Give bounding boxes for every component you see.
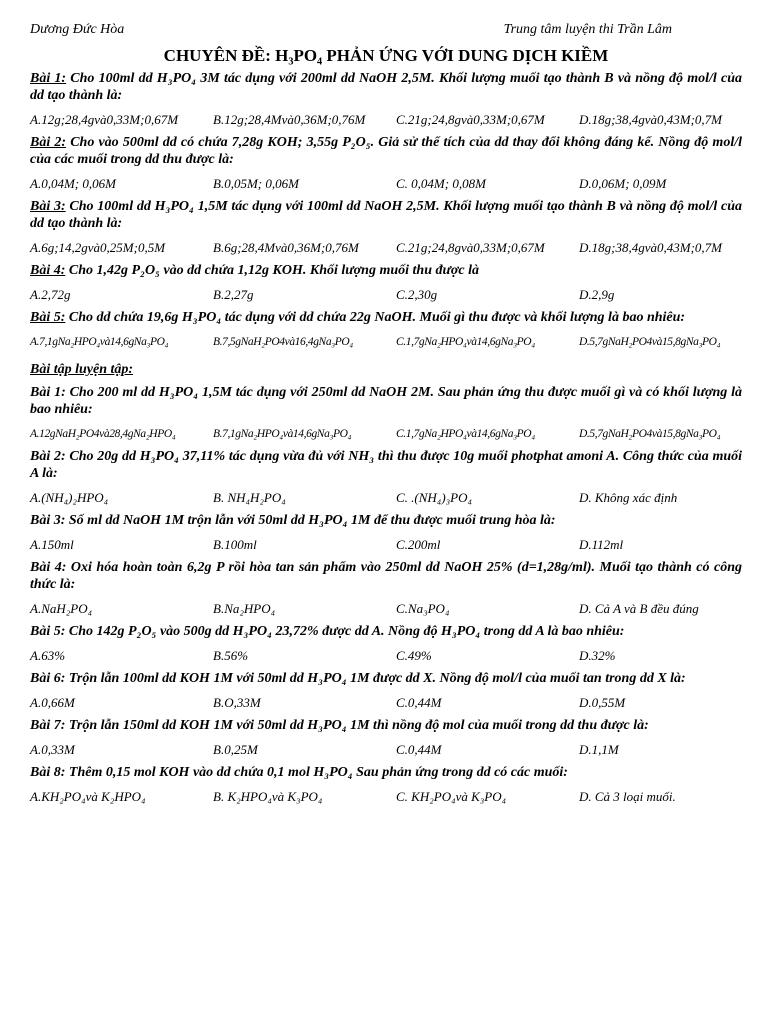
answer-options xyxy=(30,601,742,617)
answer-option-a: A.6g;14,2gvà0,25M;0,5M xyxy=(30,240,166,255)
answer-option-b: B.O,33M xyxy=(213,695,261,710)
problem-text: Cho 142g P₂O₅ vào 500g dd H₃PO₄ 23,72% được dd A. Nồng độ H₃PO₄ trong dd A là bao nhiêu: xyxy=(65,624,625,639)
answer-option-a: A.12gNaH₂PO4và28,4gNa₂HPO₄ xyxy=(30,428,176,440)
practice-list xyxy=(30,384,742,805)
answer-option-a: A.KH₂PO₄và K₂HPO₄ xyxy=(30,789,146,804)
answer-option-a: A.0,66M xyxy=(30,695,75,710)
answer-options xyxy=(30,490,742,506)
answer-option-d: D. Cả 3 loại muối. xyxy=(579,789,676,804)
page-header xyxy=(30,22,742,42)
problem-text: Cho 100ml dd H₃PO₄ 3M tác dụng với 200ml dd NaOH 2,5M. Khối lượng muối tạo thành B và nồng độ mol/l của dd tạo thành là: xyxy=(30,71,742,103)
problem-text: Cho 100ml dd H₃PO₄ 1,5M tác dụng với 100ml dd NaOH 2,5M. Khối lượng muối tạo thành B và nồng độ mol/l của dd tạo thành là: xyxy=(30,199,742,231)
answer-option-b: B.56% xyxy=(213,648,249,663)
answer-options xyxy=(30,176,742,192)
answer-option-c: C.0,44M xyxy=(396,742,442,757)
problem-label: Bài 5: xyxy=(30,624,66,639)
answer-option-b: B. NH₄H₂PO₄ xyxy=(213,490,286,505)
problem-question xyxy=(30,670,742,687)
answer-option-a: A.150ml xyxy=(30,537,74,552)
answer-option-c: C.49% xyxy=(396,648,432,663)
answer-option-d: D.5,7gNaH₂PO4và15,8gNa₃PO₄ xyxy=(579,428,721,440)
answer-option-b: B.12g;28,4Mvà0,36M;0,76M xyxy=(213,112,366,127)
answer-option-a: A.63% xyxy=(30,648,66,663)
answer-option-d: D.0,06M; 0,09M xyxy=(579,176,667,191)
problem-label: Bài 8: xyxy=(30,765,66,780)
answer-options xyxy=(30,789,742,805)
answer-option-c: C.0,44M xyxy=(396,695,442,710)
answer-option-b: B. K₂HPO₄và K₃PO₄ xyxy=(213,789,323,804)
problem-text: Cho dd chứa 19,6g H₃PO₄ tác dụng với dd chứa 22g NaOH. Muối gì thu được và khối lượng là bao nhiêu: xyxy=(65,310,686,325)
problem-label: Bài 7: xyxy=(30,718,66,733)
answer-option-d: D.5,7gNaH₂PO4và15,8gNa₃PO₄ xyxy=(579,336,721,348)
answer-options xyxy=(30,287,742,303)
answer-options xyxy=(30,537,742,553)
problem-question xyxy=(30,448,742,482)
problem-text: Số ml dd NaOH 1M trộn lẫn với 50ml dd H₃PO₄ 1M để thu được muối trung hòa là: xyxy=(65,513,556,528)
answer-options xyxy=(30,648,742,664)
problem-text: Oxi hóa hoàn toàn 6,2g P rồi hòa tan sản phẩm vào 250ml dd NaOH 25% (d=1,28g/ml). Muối tạo thành có công thức là: xyxy=(30,560,742,592)
answer-option-b: B.100ml xyxy=(213,537,257,552)
problem-question xyxy=(30,623,742,640)
answer-option-d: D.18g;38,4gvà0,43M;0,7M xyxy=(579,112,722,127)
answer-option-a: A.2,72g xyxy=(30,287,71,302)
answer-option-b: B.6g;28,4Mvà0,36M;0,76M xyxy=(213,240,359,255)
problem-text: Cho vào 500ml dd có chứa 7,28g KOH; 3,55g P₂O₅. Giả sử thể tích của dd thay đổi không đáng kể. Nồng độ mol/l của các muối trong dd thu được là: xyxy=(30,135,742,167)
answer-options xyxy=(30,742,742,758)
answer-option-c: C. 0,04M; 0,08M xyxy=(396,176,486,191)
problem-question xyxy=(30,512,742,529)
problem-question xyxy=(30,559,742,593)
answer-option-d: D.18g;38,4gvà0,43M;0,7M xyxy=(579,240,722,255)
answer-options xyxy=(30,426,742,442)
answer-option-b: B.2,27g xyxy=(213,287,254,302)
answer-option-b: B.0,25M xyxy=(213,742,258,757)
answer-option-a: A.0,04M; 0,06M xyxy=(30,176,116,191)
answer-options xyxy=(30,334,742,350)
problem-label: Bài 1: xyxy=(30,71,67,86)
problem-label: Bài 3: xyxy=(30,199,66,214)
answer-option-a: A.12g;28,4gvà0,33M;0,67M xyxy=(30,112,179,127)
answer-option-b: B.0,05M; 0,06M xyxy=(213,176,299,191)
problem-list xyxy=(30,70,742,350)
answer-option-d: D.1,1M xyxy=(579,742,619,757)
answer-option-a: A.7,1gNa₂HPO₄và14,6gNa₃PO₄ xyxy=(30,336,169,348)
answer-option-d: D.2,9g xyxy=(579,287,615,302)
problem-label: Bài 2: xyxy=(30,135,67,150)
problem-text: Thêm 0,15 mol KOH vào dd chứa 0,1 mol H₃PO₄ Sau phản ứng trong dd có các muối: xyxy=(65,765,568,780)
problem-label: Bài 3: xyxy=(30,513,66,528)
answer-options xyxy=(30,240,742,256)
answer-option-c: C. KH₂PO₄và K₃PO₄ xyxy=(396,789,507,804)
problem-question xyxy=(30,198,742,232)
answer-option-c: C.200ml xyxy=(396,537,441,552)
problem-label: Bài 4: xyxy=(30,560,67,575)
answer-option-d: D.112ml xyxy=(579,537,624,552)
answer-option-d: D. Không xác định xyxy=(579,490,678,505)
problem-label: Bài 4: xyxy=(30,263,66,278)
answer-options xyxy=(30,112,742,128)
problem-text: Cho 20g dd H₃PO₄ 37,11% tác dụng vừa đủ với NH₃ thì thu được 10g muối photphat amoni A. Công thức của muối A là: xyxy=(30,449,743,481)
answer-option-c: C.1,7gNa₂HPO₄và14,6gNa₃PO₄ xyxy=(396,336,535,348)
problem-text: Trộn lẫn 150ml dd KOH 1M với 50ml dd H₃PO₄ 1M thì nồng độ mol của muối trong dd thu được là: xyxy=(65,718,649,733)
problem-text: Cho 1,42g P₂O₅ vào dd chứa 1,12g KOH. Khối lượng muối thu được là xyxy=(65,263,479,278)
answer-option-c: C.Na₃PO₄ xyxy=(396,601,450,616)
answer-option-d: D.0,55M xyxy=(579,695,626,710)
problem-question xyxy=(30,764,742,781)
section-title: Bài tập luyện tập: xyxy=(30,362,134,377)
problem-label: Bài 1: xyxy=(30,385,66,400)
center-name: Trung tâm luyện thi Trần Lâm xyxy=(503,22,672,37)
problem-label: Bài 5: xyxy=(30,310,66,325)
problem-question xyxy=(30,70,742,104)
problem-label: Bài 6: xyxy=(30,671,66,686)
answer-option-c: C. .(NH₄)₃PO₄ xyxy=(396,490,473,505)
document-title: CHUYÊN ĐỀ: H₃PO₄ PHẢN ỨNG VỚI DUNG DỊCH KIỀM xyxy=(163,46,609,65)
problem-question xyxy=(30,717,742,734)
problem-question xyxy=(30,384,742,418)
answer-option-b: B.7,1gNa₂HPO₄và14,6gNa₃PO₄ xyxy=(213,428,352,440)
problem-question xyxy=(30,309,742,326)
problem-question xyxy=(30,262,742,279)
answer-option-c: C.21g;24,8gvà0,33M;0,67M xyxy=(396,240,545,255)
author-name: Dương Đức Hòa xyxy=(30,22,125,37)
problem-text: Cho 200 ml dd H₃PO₄ 1,5M tác dụng với 250ml dd NaOH 2M. Sau phản ứng thu được muối gì và có khối lượng là bao nhiêu: xyxy=(30,385,742,417)
problem-question xyxy=(30,134,742,168)
answer-option-d: D.32% xyxy=(579,648,616,663)
answer-option-a: A.NaH₂PO₄ xyxy=(30,601,93,616)
answer-option-a: A.(NH₄)₂HPO₄ xyxy=(30,490,109,505)
answer-options xyxy=(30,695,742,711)
answer-option-b: B.Na₂HPO₄ xyxy=(213,601,276,616)
answer-option-c: C.1,7gNa₂HPO₄và14,6gNa₃PO₄ xyxy=(396,428,535,440)
problem-label: Bài 2: xyxy=(30,449,66,464)
problem-text: Trộn lẫn 100ml dd KOH 1M với 50ml dd H₃PO₄ 1M được dd X. Nồng độ mol/l của muối tan trong dd X là: xyxy=(65,671,686,686)
answer-option-d: D. Cả A và B đều đúng xyxy=(579,601,699,616)
answer-option-c: C.21g;24,8gvà0,33M;0,67M xyxy=(396,112,545,127)
answer-option-c: C.2,30g xyxy=(396,287,438,302)
answer-option-b: B.7,5gNaH₂PO4và16,4gNa₃PO₄ xyxy=(213,336,353,348)
answer-option-a: A.0,33M xyxy=(30,742,75,757)
